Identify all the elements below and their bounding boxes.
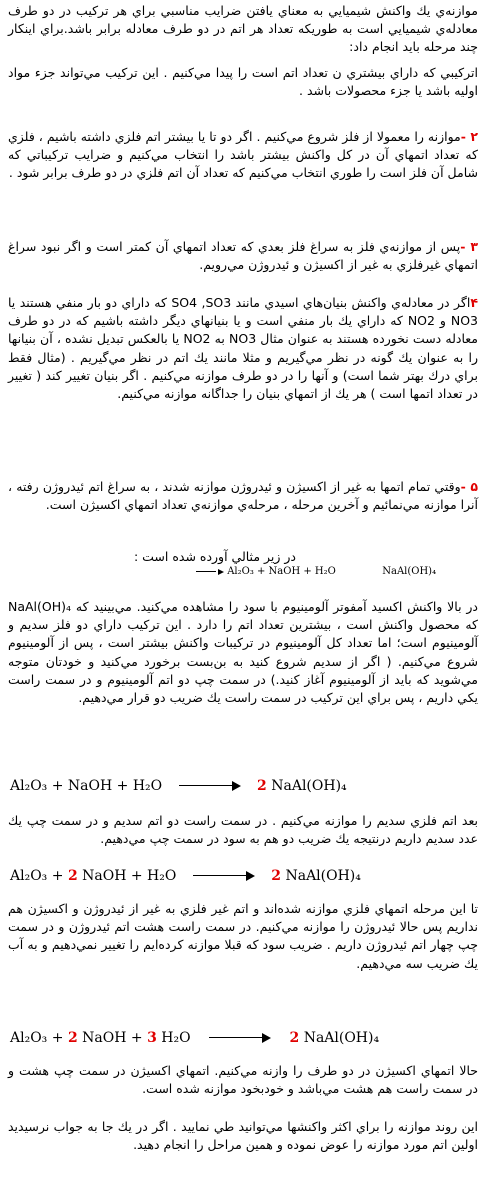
step-2-number: ۲ - bbox=[460, 129, 478, 144]
eq2-coef-naoh: 2 bbox=[67, 868, 78, 884]
paragraph-1: در بالا واكنش اكسيد آمفوتر آلومينيوم با سود را مشاهده مي‌كنيد. مي‌بينيد كه NaAl(OH)₄ كه محصول واكنش است ، بيشترين تعداد اتم را دارد . اين تركيب داراي دو فلز سدیم و آلومینیوم است؛ اما تعداد كل آلومينيوم در تركيبات واكنش بيشتر است ، پس از آلومينيوم شروع مي‌كنيم. ( اگر از سديم شروع كنيد به بن‌بست برخورد مي‌كنيد و خودتان متوجه مي‌شويد كه بايد از آلومينيوم آغاز كنيد.) در سمت چپ دو اتم آلومينيوم و در سمت راست يكي داريم ، پس براي اين تركيب در سمت راست يك ضريب دو قرار مي‌دهيم. bbox=[8, 599, 478, 706]
step-5-number: ۵ - bbox=[460, 479, 478, 494]
eq3-coef-right: 2 bbox=[289, 1030, 300, 1046]
intro-paragraph: موازنه‌ي يك واكنش شيميايي به معناي يافتن ضرايب مناسبي براي هر تركيب در دو طرف معادله‌ي شيميايي است به طوريكه تعداد هر اتم در دو طرف معادله برابر باشد.براي اينكار چند مرحله بايد انجام داد: bbox=[8, 3, 478, 55]
eq2-arrow-icon bbox=[193, 871, 255, 881]
eq3-arrow-icon bbox=[209, 1033, 271, 1043]
step-4-text: اگر در معادله‌ي واكنش بنيان‌هاي اسيدي مانند SO4 ,SO3 كه داراي دو بار منفي هستند يا NO3 و NO2 كه داراي يك بار منفي است و يا بنيانهاي ديگر داشته باشيم كه در دو طرف معادله دست نخورده هستند به عنوان مثال NO3 به NO2 يا بالعكس تبديل نشده ، آن بنيانها را به عنوان يك گونه در نظر مي‌گيريم و مثلا مانند يك اتم در نظر مي‌گيريم . (مثال فقط براي درك بهتر شما است) و آنها را در دو طرف موازنه مي‌كنيم . اگر بنيان تغيير كند ( تغيير در تعداد اتمها است ) هر يك از اتمهاي بنيان را جداگانه موازنه مي‌كنيم. bbox=[8, 295, 479, 402]
step-4 bbox=[8, 294, 478, 403]
eq3-right: NaAl(OH)₄ bbox=[303, 1030, 380, 1046]
eq3-coef-h2o: 3 bbox=[147, 1030, 157, 1046]
example-intro: در زير مثالي آورده شده است : bbox=[133, 549, 296, 564]
eq2-coef-right: 2 bbox=[271, 868, 282, 884]
small-eq-right: NaAl(OH)₄ bbox=[382, 566, 437, 577]
step-1: اتركيبي كه داراي بيشتري ن تعداد اتم است را پيدا مي‌كنيم . اين تركيب مي‌تواند جزء مواد اوليه باشد يا جزء محصولات باشد . bbox=[8, 65, 478, 99]
paragraph-3: تا اين مرحله اتمهاي فلزي موازنه شده‌اند و اتم غير فلزي به غير از ئيدروژن و اكسيژن هم نداريم پس حالا ئيدروژن را موازنه مي‌كنيم. در سمت راست هشت اتم ئيدروژن و در سمت چپ چهار اتم ئيدروژن داريم . ضريب سود كه قبلا موازنه كرده‌ايم را تغيير نمي‌دهيم و به آب يك ضريب سه مي‌دهيم. bbox=[8, 901, 478, 971]
step-2-text: موازنه را معمولا از فلز شروع مي‌كنيم . اگر دو تا يا بيشتر اتم فلزي داشته باشيم ، فلزي كه تعداد اتمهاي آن در كل واكنش بيشتر باشد را انتخاب مي‌كنيم و ضرايب تركيباتي كه شامل آن فلز است را طوري انتخاب مي‌كنيم كه تعداد آن اتم فلزي در دو طرف برابر شود . bbox=[8, 129, 478, 181]
eq2-right: NaAl(OH)₄ bbox=[285, 868, 361, 884]
step-5 bbox=[8, 478, 478, 514]
eq1-left: Al₂O₃ + NaOH + H₂O bbox=[10, 778, 163, 794]
eq3-a: Al₂O₃ + bbox=[10, 1030, 64, 1046]
eq3-coef-naoh: 2 bbox=[67, 1030, 78, 1046]
eq1-right: NaAl(OH)₄ bbox=[271, 778, 347, 794]
paragraph-2: بعد اتم فلزي سديم را موازنه مي‌كنيم . در سمت راست دو اتم سديم و در سمت چپ يك عدد سديم داريم درنتيجه يك ضريب دو هم به سود در سمت چپ مي‌دهيم. bbox=[8, 813, 478, 847]
step-3-number: ۳ - bbox=[460, 239, 479, 254]
paragraph-5: اين روند موازنه را براي اكثر واكنشها مي‌توانيد طي نماييد . اگر در يك جا به جواب نرسيديد اولين اتم مورد موازنه را عوض نموده و همين مراحل را انجام دهيد. bbox=[8, 1119, 478, 1153]
eq1-arrow-icon bbox=[179, 781, 241, 791]
small-arrow-icon bbox=[196, 567, 224, 577]
small-equation bbox=[196, 566, 436, 577]
step-2 bbox=[8, 128, 478, 183]
eq2-b: NaOH + H₂O bbox=[82, 868, 177, 884]
equation-1 bbox=[10, 778, 347, 794]
eq3-c: H₂O bbox=[161, 1030, 191, 1046]
small-eq-left: Al₂O₃ + NaOH + H₂O bbox=[227, 566, 336, 577]
step-3-text: پس از موازنه‌ي فلز به سراغ فلز بعدي كه تعداد اتمهاي آن كمتر است و اگر نبود سراغ اتمهاي غيرفلزي به غير از اكسيژن و ئيدروژن مي‌رويم. bbox=[8, 239, 478, 273]
paragraph-4: حالا اتمهاي اكسيژن در دو طرف را وازنه مي‌كنيم. اتمهاي اكسيژن در سمت چپ هشت و در سمت راست هم هشت مي‌باشد و خودبخود موازنه شده است. bbox=[8, 1063, 478, 1097]
equation-2 bbox=[10, 868, 361, 884]
equation-3 bbox=[10, 1030, 379, 1046]
step-4-number: ۴ bbox=[470, 295, 478, 310]
eq2-a: Al₂O₃ + bbox=[10, 868, 64, 884]
eq3-b: NaOH + bbox=[82, 1030, 143, 1046]
step-3 bbox=[8, 238, 478, 274]
eq1-coef-right: 2 bbox=[257, 778, 267, 794]
step-5-text: وقتي تمام اتمها به غير از اكسيژن و ئيدروژن موازنه شدند ، به سراغ اتم ئيدروژن رفته ، آنرا موازنه مي‌نمائيم و آخرين مرحله ، مرحله‌ي موازنه‌ي تعداد اتمهاي اكسيژن است. bbox=[8, 479, 478, 513]
